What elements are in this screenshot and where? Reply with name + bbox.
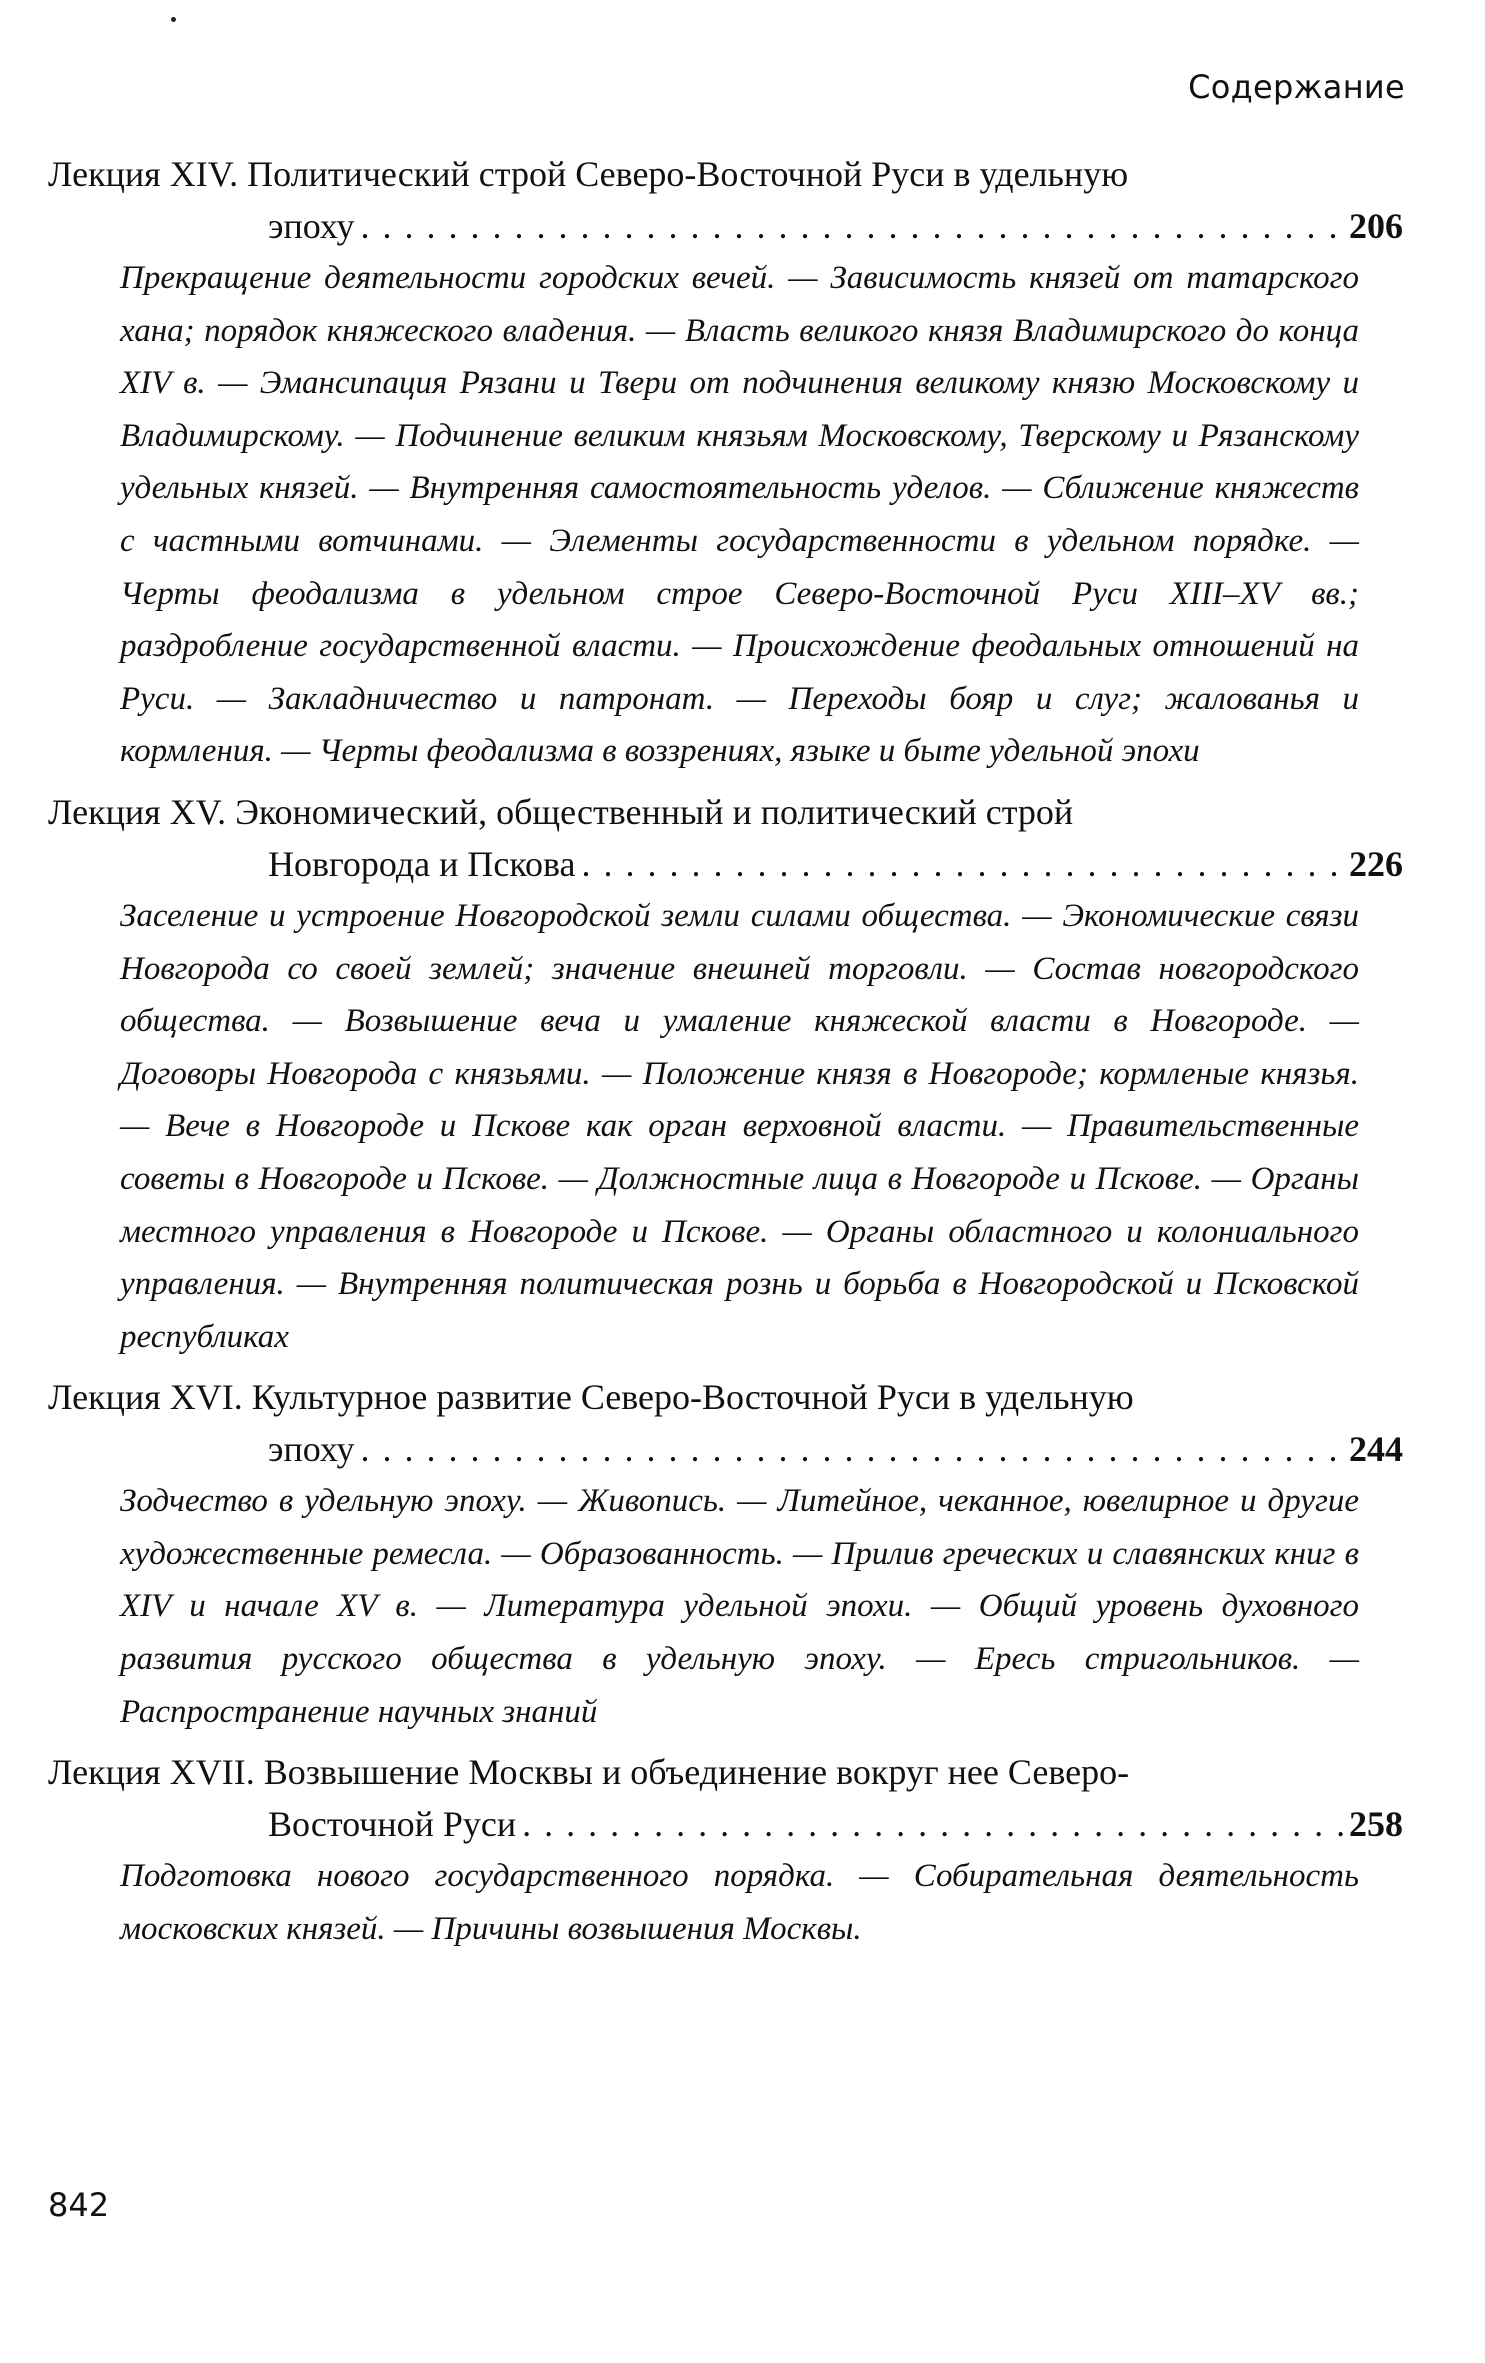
toc-entry-lecture-16 — [48, 1371, 1403, 1738]
lecture-title-continuation: Новгорода и Пскова — [268, 843, 576, 884]
page-number: 842 — [48, 2186, 110, 2224]
lecture-title-line — [48, 1798, 1403, 1850]
lecture-title: Лекция XVI. Культурное развитие Северо-Восточной Руси в удельную — [48, 1377, 1134, 1418]
toc-entry-lecture-15 — [48, 786, 1403, 1363]
running-head: Содержание — [1188, 68, 1405, 106]
lecture-title-line — [48, 200, 1403, 252]
table-of-contents — [48, 148, 1403, 1963]
lecture-summary: Подготовка нового государственного порядка. — Собирательная деятельность московских князей. — Причины возвышения Москвы. — [120, 1858, 1359, 1947]
lecture-title-line — [48, 838, 1403, 890]
page-reference: 258 — [1349, 1804, 1403, 1845]
lecture-summary: Зодчество в удельную эпоху. — Живопись. — Литейное, чеканное, ювелирное и другие художественные ремесла. — Образованность. — Прилив греческих и славянских книг в XIV и начале XV в. — Литература удельной эпохи. — Общий уровень духовного развития русского общества в удельную эпоху. — Ересь стригольников. — Распространение научных знаний — [120, 1483, 1359, 1730]
lecture-title-continuation: эпоху — [268, 206, 355, 246]
toc-entry-lecture-17 — [48, 1746, 1403, 1955]
page-reference: 206 — [1349, 206, 1403, 246]
lecture-title-line — [48, 1423, 1403, 1475]
lecture-title: Лекция XV. Экономический, общественный и политический строй — [48, 791, 1074, 832]
page-reference: 226 — [1349, 843, 1403, 884]
lecture-title: Лекция XIV. Политический строй Северо-Восточной Руси в удельную — [48, 154, 1129, 194]
lecture-title: Лекция XVII. Возвышение Москвы и объединение вокруг нее Северо- — [48, 1752, 1130, 1793]
toc-entry-lecture-14 — [48, 148, 1403, 778]
dot-leader — [360, 1423, 1343, 1475]
lecture-summary: Прекращение деятельности городских вечей. — Зависимость князей от татарского хана; порядок княжеского владения. — Власть великого князя Владимирского до конца XIV в. — Эмансипация Рязани и Твери от подчинения великому князю Московскому и Владимирскому. — Подчинение великим князьям Московскому, Тверскому и Рязанскому удельных князей. — Внутренняя самостоятельность уделов. — Сближение княжеств с частными вотчинами. — Элементы государственности в удельном порядке. — Черты феодализма в удельном строе Северо-Восточной Руси XIII–XV вв.; раздробление государственной власти. — Происхождение феодальных отношений на Руси. — Закладничество и патронат. — Переходы бояр и слуг; жалованья и кормления. — Черты феодализма в воззрениях, языке и быте удельной эпохи — [120, 260, 1359, 770]
lecture-title-continuation: эпоху — [268, 1429, 355, 1470]
page-reference: 244 — [1349, 1429, 1403, 1470]
dot-leader — [360, 200, 1343, 252]
dot-leader — [582, 838, 1343, 890]
lecture-title-continuation: Восточной Руси — [268, 1804, 517, 1845]
lecture-summary: Заселение и устроение Новгородской земли силами общества. — Экономические связи Новгорода со своей землей; значение внешней торговли. — Состав новгородского общества. — Возвышение веча и умаление княжеской власти в Новгороде. — Договоры Новгорода с князьями. — Положение князя в Новгороде; кормленые князья. — Вече в Новгороде и Пскове как орган верховной власти. — Правительственные советы в Новгороде и Пскове. — Должностные лица в Новгороде и Пскове. — Органы местного управления в Новгороде и Пскове. — Органы областного и колониального управления. — Внутренняя политическая рознь и борьба в Новгородской и Псковской республиках — [120, 897, 1359, 1355]
dot-leader — [522, 1798, 1343, 1850]
print-speck — [171, 17, 176, 22]
